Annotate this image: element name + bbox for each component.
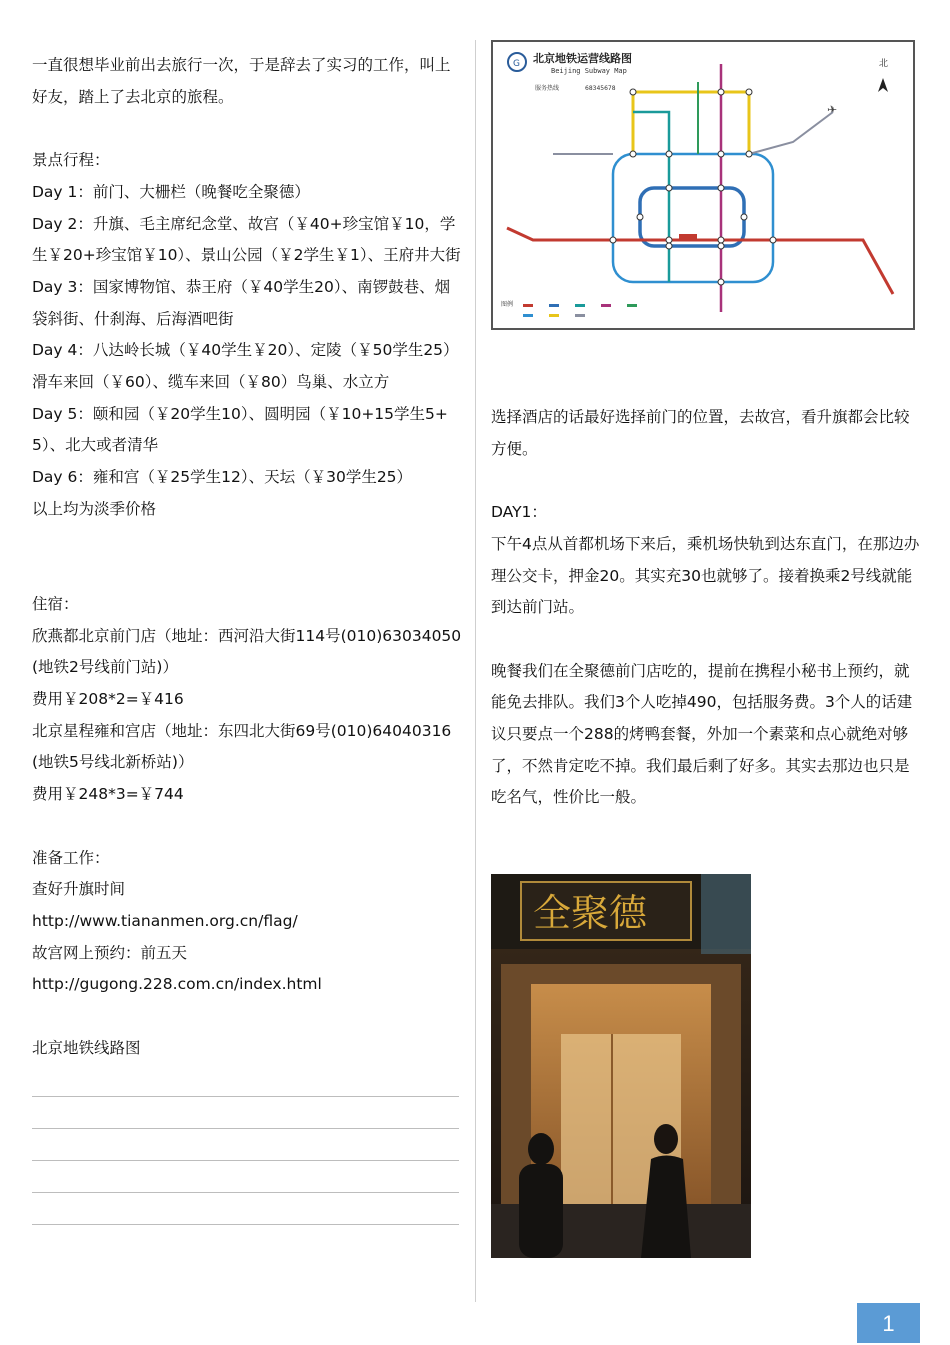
itinerary-day6: Day 6：雍和宫（￥25学生12）、天坛（￥30学生25） <box>32 468 413 487</box>
map-hotline-label: 服务热线 <box>535 85 560 92</box>
quanjude-photo <box>491 874 751 1258</box>
north-label: 北 <box>879 59 889 69</box>
map-hotline: 68345678 <box>585 85 616 92</box>
itinerary-day1: Day 1：前门、大栅栏（晚餐吃全聚德） <box>32 182 310 201</box>
lodging-hotel-1: 欣燕都北京前门店（地址：西河沿大街114号(010)63034050 (地铁2号线前门站)） <box>32 626 462 677</box>
itinerary-day2: Day 2：升旗、毛主席纪念堂、故宫（￥40+珍宝馆￥10，学生￥20+珍宝馆￥10）、景山公园（￥2学生￥1）、王府井大街 <box>32 214 461 265</box>
blank-line <box>32 1160 459 1161</box>
tiananmen-marker <box>679 234 697 240</box>
day1-paragraph-1: 下午4点从首都机场下来后，乘机场快轨到达东直门，在那边办理公交卡，押金20。其实充30也就够了。接着换乘2号线就能到达前门站。 <box>491 534 920 617</box>
intro-paragraph: 一直很想毕业前出去旅行一次，于是辞去了实习的工作，叫上好友，踏上了去北京的旅程。 <box>32 56 451 106</box>
sign-text: 全聚德 <box>533 891 648 936</box>
north-arrow-icon <box>878 78 888 92</box>
left-column <box>32 50 462 1256</box>
prep-heading: 准备工作： <box>32 848 110 867</box>
subway-map <box>491 40 915 330</box>
day1-heading: DAY1： <box>491 503 547 522</box>
airport-icon: ✈ <box>827 103 838 117</box>
itinerary-note: 以上均为淡季价格 <box>32 499 157 518</box>
column-divider <box>475 40 476 1302</box>
flag-time-link[interactable]: http://www.tiananmen.org.cn/flag/ <box>32 911 298 930</box>
itinerary-day4: Day 4：八达岭长城（￥40学生￥20）、定陵（￥50学生25）滑车来回（￥60）、缆车来回（￥80）鸟巢、水立方 <box>32 341 459 392</box>
subway-map-graphic <box>493 42 913 328</box>
itinerary-heading: 景点行程： <box>32 151 110 170</box>
day1-paragraph-2: 晚餐我们在全聚德前门店吃的，提前在携程小秘书上预约，就能免去排队。我们3个人吃掉490，包括服务费。3个人的话建议只要点一个288的烤鸭套餐，外加一个素菜和点心就绝对够了，不然肯定吃不掉。我们最后剩了好多。其实去那边也只是吃名气，性价比一般。 <box>491 661 913 807</box>
right-column <box>491 40 923 1258</box>
hotel-tip: 选择酒店的话最好选择前门的位置，去故宫，看升旗都会比较方便。 <box>491 408 910 458</box>
lodging-cost-1: 费用￥208*2=￥416 <box>32 690 184 709</box>
page-number: 1 <box>857 1303 920 1343</box>
blank-line <box>32 1192 459 1193</box>
subway-map-caption: 北京地铁线路图 <box>32 1038 141 1057</box>
blank-line <box>32 1224 459 1225</box>
line-1 <box>507 228 893 294</box>
lodging-hotel-2: 北京星程雍和宫店（地址：东四北大街69号(010)64040316 (地铁5号线北新桥站)） <box>32 721 452 772</box>
itinerary-day5: Day 5：颐和园（￥20学生10）、圆明园（￥10+15学生5+5）、北大或者清华 <box>32 404 448 455</box>
airport-express-line <box>749 112 833 154</box>
itinerary-day3: Day 3：国家博物馆、恭王府（￥40学生20）、南锣鼓巷、烟袋斜街、什刹海、后海酒吧街 <box>32 277 451 328</box>
gugong-booking-link[interactable]: http://gugong.228.com.cn/index.html <box>32 975 322 994</box>
blank-line <box>32 1096 459 1097</box>
svg-text:G: G <box>513 59 520 69</box>
blank-lines <box>32 1096 462 1225</box>
legend-swatches <box>523 304 637 317</box>
legend-label: 图例 <box>501 301 514 308</box>
prep-item: 查好升旗时间 <box>32 880 126 899</box>
prep-item: 故宫网上预约：前五天 <box>32 943 188 962</box>
line-4 <box>633 112 669 282</box>
map-subtitle: Beijing Subway Map <box>551 67 627 75</box>
line-13 <box>633 92 749 154</box>
blank-line <box>32 1128 459 1129</box>
lodging-cost-2: 费用￥248*3=￥744 <box>32 785 184 804</box>
lodging-heading: 住宿： <box>32 594 79 613</box>
map-title: 北京地铁运营线路图 <box>533 52 632 65</box>
